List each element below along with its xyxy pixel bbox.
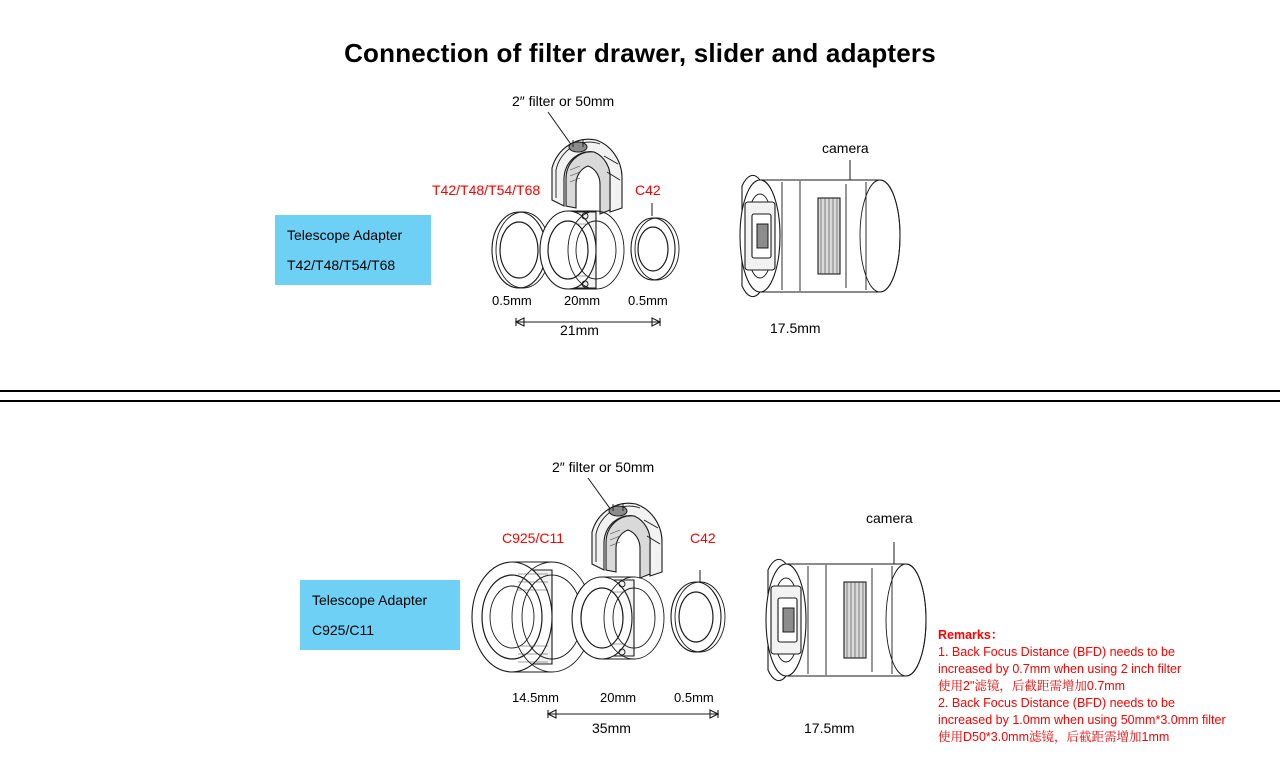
camera-depth-label-bottom: 17.5mm	[804, 720, 855, 736]
dim-total-label-bottom: 35mm	[592, 720, 631, 736]
c42-label-top: C42	[635, 182, 661, 198]
remarks-line-2: increased by 0.7mm when using 2 inch filter	[938, 662, 1182, 676]
dimension-lines-bottom	[548, 710, 718, 718]
panel-divider-line-1	[0, 390, 1280, 392]
camera-label-bottom: camera	[866, 510, 913, 526]
filter-drawer-body-bottom	[572, 577, 664, 659]
remarks-line-3: 使用2"滤镜，后截距需增加0.7mm	[938, 679, 1126, 693]
camera-body-bottom	[766, 559, 926, 680]
telescope-adapter-badge-top	[275, 215, 431, 285]
panel-c925-adapter	[0, 402, 1280, 760]
telescope-adapter-badge-bottom	[300, 580, 460, 650]
remarks-line-5: increased by 1.0mm when using 50mm*3.0mm filter	[938, 713, 1226, 727]
dim-mid-label-top: 20mm	[564, 293, 601, 308]
filter-note-label-bottom: 2″ filter or 50mm	[552, 459, 655, 475]
adapter-thread-label-top: T42/T48/T54/T68	[432, 182, 541, 198]
c42-ring	[631, 218, 679, 280]
filter-drawer-body	[540, 211, 624, 289]
dim-left-label-top: 0.5mm	[492, 293, 532, 308]
remarks-block	[938, 627, 1226, 746]
badge-line-1: Telescope Adapter	[287, 227, 403, 243]
remarks-line-1: 1. Back Focus Distance (BFD) needs to be	[938, 645, 1175, 659]
dim-right-label-top: 0.5mm	[628, 293, 668, 308]
badge-line-1: Telescope Adapter	[312, 592, 428, 608]
remarks-line-6: 使用D50*3.0mm滤镜，后截距需增加1mm	[938, 730, 1170, 744]
filter-note-label-top: 2″ filter or 50mm	[512, 93, 615, 109]
badge-line-2: T42/T48/T54/T68	[287, 257, 396, 273]
remarks-heading: Remarks：	[938, 628, 1004, 642]
dim-mid-label-bottom: 20mm	[600, 690, 637, 705]
filter-slider-top	[552, 139, 622, 214]
filter-slider-bottom	[592, 503, 662, 578]
adapter-thread-label-bottom: C925/C11	[502, 530, 565, 546]
badge-line-2: C925/C11	[312, 622, 375, 638]
dim-right-label-bottom: 0.5mm	[674, 690, 714, 705]
c42-label-bottom: C42	[690, 530, 716, 546]
dim-left-label-bottom: 14.5mm	[512, 690, 559, 705]
remarks-line-4: 2. Back Focus Distance (BFD) needs to be	[938, 696, 1175, 710]
dim-total-label-top: 21mm	[560, 322, 599, 338]
c42-ring-bottom	[671, 582, 725, 652]
page-title: Connection of filter drawer, slider and adapters	[344, 38, 936, 68]
camera-body-top	[740, 175, 900, 296]
camera-label-top: camera	[822, 140, 869, 156]
camera-depth-label-top: 17.5mm	[770, 320, 821, 336]
